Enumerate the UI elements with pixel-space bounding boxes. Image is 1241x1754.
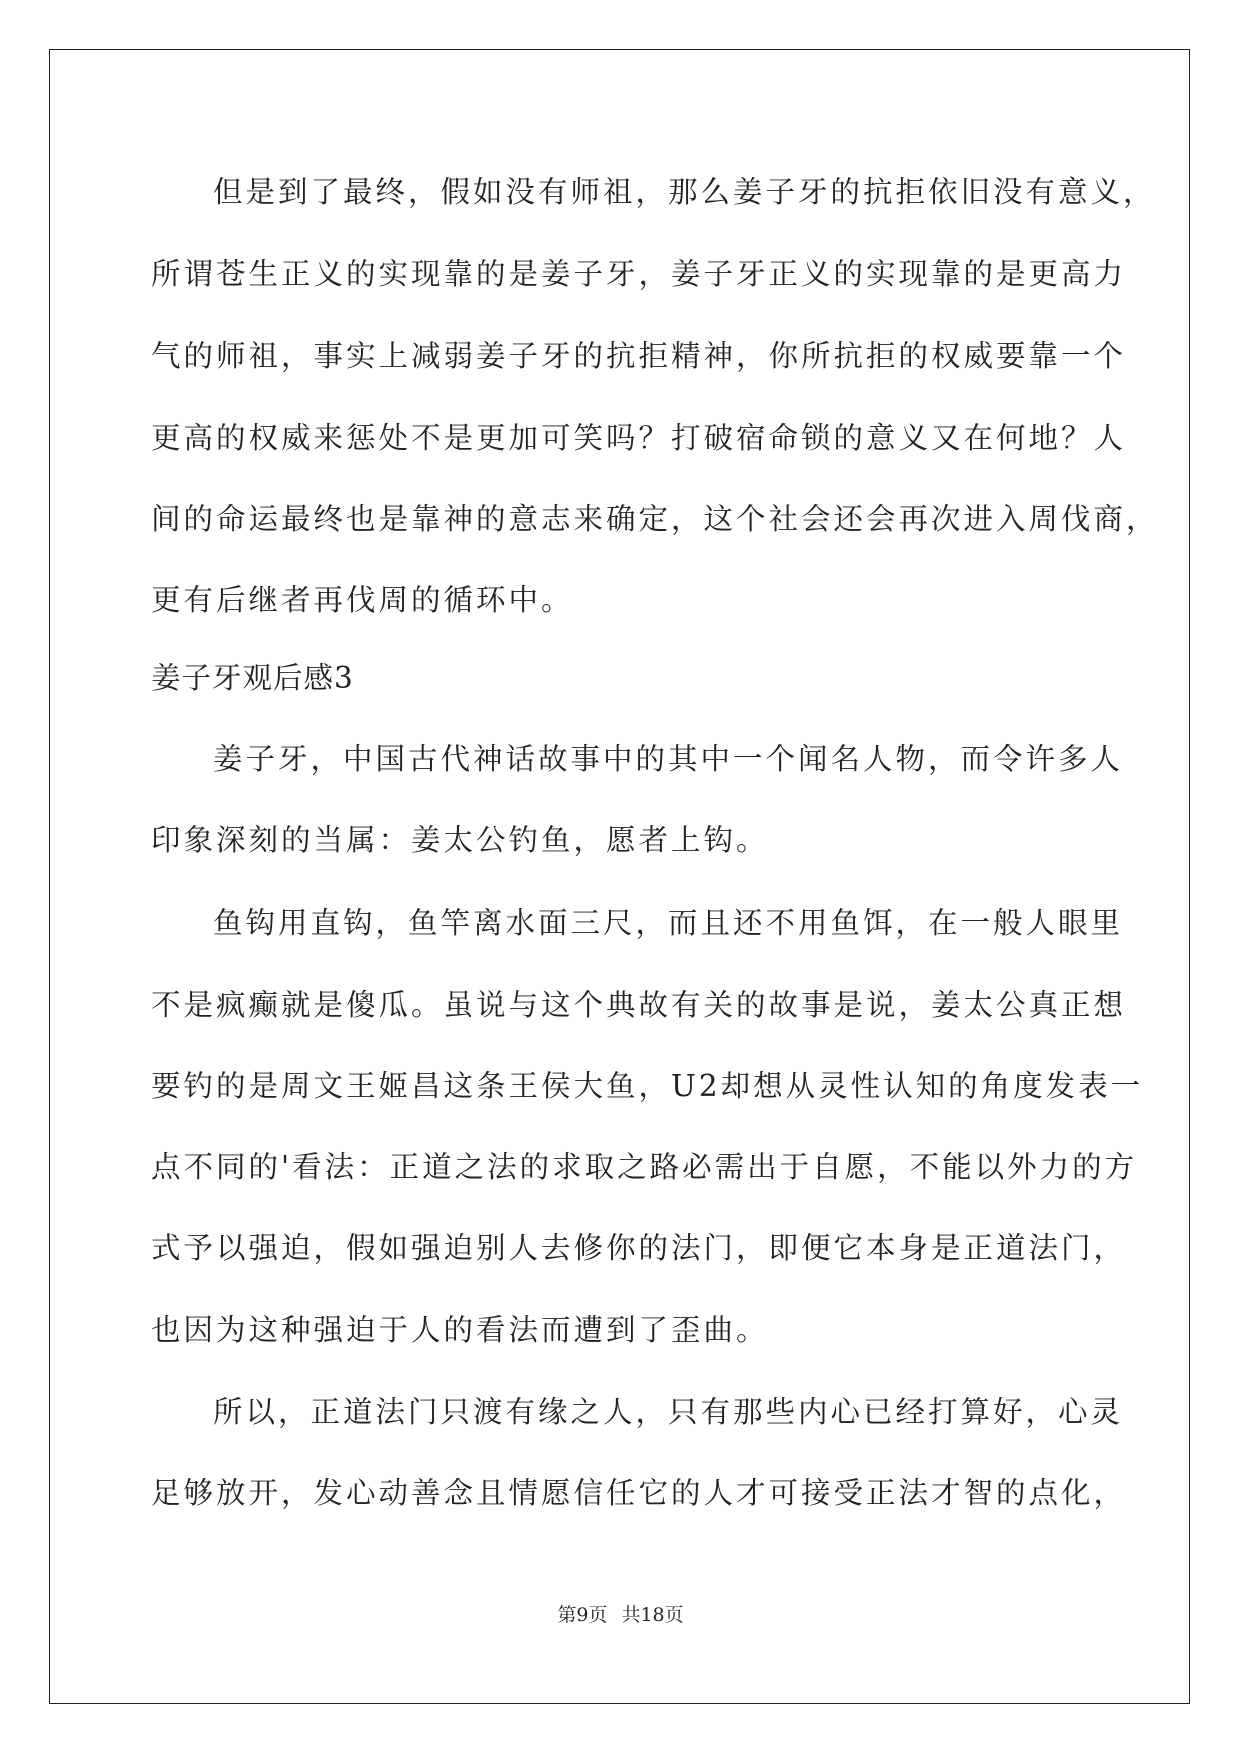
paragraph-line: 不是疯癫就是傻瓜。虽说与这个典故有关的故事是说，姜太公真正想 xyxy=(151,988,1127,1022)
page-footer xyxy=(0,1600,1241,1627)
paragraph-line: 气的师祖，事实上减弱姜子牙的抗拒精神，你所抗拒的权威要靠一个 xyxy=(151,339,1127,373)
paragraph-line: 但是到了最终，假如没有师祖，那么姜子牙的抗拒依旧没有意义， xyxy=(213,175,1156,209)
paragraph-line: 点不同的'看法：正道之法的求取之路必需出于自愿，不能以外力的方 xyxy=(151,1150,1138,1184)
section-heading: 姜子牙观后感3 xyxy=(151,661,354,695)
paragraph-line: 姜子牙，中国古代神话故事中的其中一个闻名人物，而令许多人 xyxy=(213,742,1124,776)
paragraph-line: 所以，正道法门只渡有缘之人，只有那些内心已经打算好，心灵 xyxy=(213,1395,1124,1429)
page-total: 共18页 xyxy=(621,1604,684,1626)
paragraph-line: 鱼钩用直钩，鱼竿离水面三尺，而且还不用鱼饵，在一般人眼里 xyxy=(213,906,1124,940)
paragraph-line: 更有后继者再伐周的循环中。 xyxy=(151,583,574,617)
paragraph-line: 所谓苍生正义的实现靠的是姜子牙，姜子牙正义的实现靠的是更高力 xyxy=(151,257,1127,291)
page-number: 第9页 xyxy=(557,1604,608,1626)
paragraph-line: 式予以强迫，假如强迫别人去修你的法门，即便它本身是正道法门， xyxy=(151,1231,1127,1265)
paragraph-line: 印象深刻的当属：姜太公钓鱼，愿者上钩。 xyxy=(151,823,769,857)
paragraph-line: 间的命运最终也是靠神的意志来确定，这个社会还会再次进入周伐商， xyxy=(151,502,1159,536)
paragraph-line: 更高的权威来惩处不是更加可笑吗？打破宿命锁的意义又在何地？人 xyxy=(151,421,1127,455)
paragraph-line: 要钓的是周文王姬昌这条王侯大鱼，U2却想从灵性认知的角度发表一 xyxy=(151,1069,1144,1103)
paragraph-line: 也因为这种强迫于人的看法而遭到了歪曲。 xyxy=(151,1313,769,1347)
paragraph-line: 足够放开，发心动善念且情愿信任它的人才可接受正法才智的点化， xyxy=(151,1476,1127,1510)
